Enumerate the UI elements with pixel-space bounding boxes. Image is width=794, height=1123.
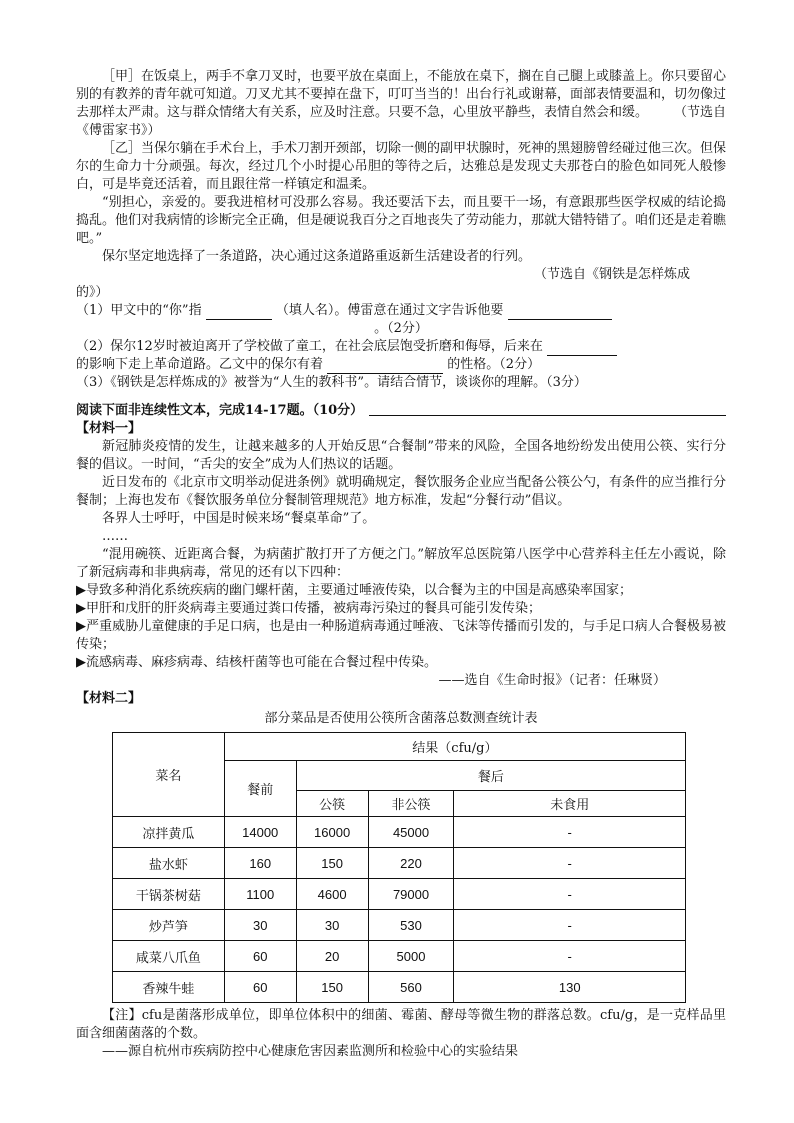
nonpublic-chopsticks-cell: 79000 <box>368 879 454 910</box>
header-uneaten: 未食用 <box>454 791 686 817</box>
before-meal-cell: 60 <box>224 941 296 972</box>
dish-name-cell: 干锅茶树菇 <box>113 879 225 910</box>
bacteria-count-table <box>112 732 686 1003</box>
header-before-meal: 餐前 <box>224 761 296 817</box>
material-1-paragraph-1: 新冠肺炎疫情的发生，让越来越多的人开始反思“合餐制”带来的风险，全国各地纷纷发出使用公筷、实行分餐的倡议。一时间，“舌尖的安全”成为人们热议的话题。 <box>76 439 726 472</box>
passage-yi-paragraph-1: ［乙］当保尔躺在手术台上，手术刀割开颈部，切除一侧的副甲状腺时，死神的黑翅膀曾经碰过他三次。但保尔的生命力十分顽强。每次，经过几个小时提心吊胆的等待之后，达雅总是发现丈夫那苍白的脸色如同死人般惨白，可是毕竟还活着，而且跟往常一样镇定和温柔。 <box>76 141 727 192</box>
public-chopsticks-cell: 16000 <box>296 817 368 848</box>
before-meal-cell: 60 <box>224 972 296 1003</box>
nonpublic-chopsticks-cell: 5000 <box>368 941 454 972</box>
table-row <box>113 941 686 972</box>
uneaten-cell: - <box>454 848 686 879</box>
uneaten-cell: - <box>454 879 686 910</box>
material-1-ellipsis: …… <box>102 529 128 544</box>
material-1-paragraph-3: 各界人士呼吁，中国是时候来场“餐桌革命”了。 <box>102 511 376 526</box>
dish-name-cell: 炒芦笋 <box>113 910 225 941</box>
material-1-source: ——选自《生命时报》（记者：任琳贤） <box>438 673 666 688</box>
heading-rule <box>369 415 726 416</box>
before-meal-cell: 160 <box>224 848 296 879</box>
table-row <box>113 817 686 848</box>
nonpublic-chopsticks-cell: 45000 <box>368 817 454 848</box>
public-chopsticks-cell: 4600 <box>296 879 368 910</box>
passage-yi-source-line2: 的》） <box>76 285 109 300</box>
section-heading: 阅读下面非连续性文本，完成14-17题。（10分） <box>76 403 364 418</box>
before-meal-cell: 14000 <box>224 817 296 848</box>
header-dish: 菜名 <box>113 733 225 817</box>
uneaten-cell: - <box>454 910 686 941</box>
before-meal-cell: 30 <box>224 910 296 941</box>
table-row <box>113 879 686 910</box>
question-1-text-b: （填人名）。傅雷意在通过文字告诉他要 <box>275 303 504 318</box>
material-1-paragraph-2: 近日发布的《北京市文明举动促进条例》就明确规定，餐饮服务企业应当配备公筷公勺，有条件的应当推行分餐制；上海也发布《餐饮服务单位分餐制管理规范》地方标准，发起“分餐行动”倡议。 <box>76 475 727 508</box>
question-2-text-c: 的性格。（2分） <box>447 357 541 372</box>
dish-name-cell: 凉拌黄瓜 <box>113 817 225 848</box>
material-1-label: 【材料一】 <box>76 421 142 436</box>
question-2 <box>76 338 726 356</box>
nonpublic-chopsticks-cell: 530 <box>368 910 454 941</box>
dish-name-cell: 香辣牛蛙 <box>113 972 225 1003</box>
uneaten-cell: 130 <box>454 972 686 1003</box>
question-1 <box>76 302 726 320</box>
question-2-text-b: 的影响下走上革命道路。乙文中的保尔有着 <box>76 357 324 372</box>
public-chopsticks-cell: 150 <box>296 848 368 879</box>
table-row <box>113 972 686 1003</box>
header-public-chopsticks: 公筷 <box>296 791 368 817</box>
question-2-text-a: （2）保尔12岁时被迫离开了学校做了童工，在社会底层饱受折磨和侮辱，后来在 <box>76 339 543 354</box>
question-2-blank-1[interactable] <box>547 341 617 356</box>
uneaten-cell: - <box>454 817 686 848</box>
question-1-blank-2[interactable] <box>508 305 612 320</box>
question-1-text-a: （1）甲文中的“你”指 <box>76 303 202 318</box>
table-row <box>113 848 686 879</box>
public-chopsticks-cell: 30 <box>296 910 368 941</box>
question-2-line2 <box>76 356 726 374</box>
passage-yi-source-line1: （节选自《钢铁是怎样炼成 <box>533 267 690 282</box>
table-row <box>113 910 686 941</box>
dish-name-cell: 咸菜八爪鱼 <box>113 941 225 972</box>
material-1-bullet-3: ▶严重威胁儿童健康的手足口病，也是由一种肠道病毒通过唾液、飞沫等传播而引发的，与手足口病人合餐极易被传染； <box>76 619 726 652</box>
header-result: 结果（cfu/g） <box>224 733 685 761</box>
public-chopsticks-cell: 150 <box>296 972 368 1003</box>
material-1-bullet-4: ▶流感病毒、麻疹病毒、结核杆菌等也可能在合餐过程中传染。 <box>76 655 437 670</box>
passage-yi-paragraph-3: 保尔坚定地选择了一条道路，决心通过这条道路重返新生活建设者的行列。 <box>102 249 532 264</box>
dish-name-cell: 盐水虾 <box>113 848 225 879</box>
question-2-blank-2[interactable] <box>327 359 443 374</box>
passage-jia: ［甲］在饭桌上，两手不拿刀叉时，也要平放在桌面上，不能放在桌下，搁在自己腿上或膝盖上。你只要留心别的有教养的青年就可知道。刀叉尤其不要掉在盘下，叮叮当当的！出台行礼或谢幕，面部表情要温和，切勿像过去那样太严肃。这与群众情绪大有关系，应及时注意。只要不急，心里放平静些，表情自然会和缓。 （节选自《傅雷家书》） <box>76 69 727 138</box>
material-2-label: 【材料二】 <box>76 691 142 706</box>
nonpublic-chopsticks-cell: 220 <box>368 848 454 879</box>
table-note: 【注】cfu是菌落形成单位，即单位体积中的细菌、霉菌、酵母等微生物的群落总数。cfu/g，是一克样品里面含细菌菌落的个数。 <box>76 1008 726 1041</box>
question-3: （3）《钢铁是怎样炼成的》被誉为“人生的教科书”。请结合情节，谈谈你的理解。（3分） <box>76 375 587 390</box>
question-1-blank-1[interactable] <box>206 305 272 320</box>
passage-yi-paragraph-2: “别担心，亲爱的。要我进棺材可没那么容易。我还要活下去，而且要干一场，有意跟那些医学权威的结论捣捣乱。他们对我病情的诊断完全正确，但是硬说我百分之百地丧失了劳动能力，那就大错特错了。咱们还是走着瞧吧。” <box>76 195 727 246</box>
before-meal-cell: 1100 <box>224 879 296 910</box>
nonpublic-chopsticks-cell: 560 <box>368 972 454 1003</box>
uneaten-cell: - <box>454 941 686 972</box>
material-1-bullet-1: ▶导致多种消化系统疾病的幽门螺杆菌，主要通过唾液传染，以合餐为主的中国是高感染率国家； <box>76 583 632 598</box>
table-body <box>113 817 686 1003</box>
table-title: 部分菜品是否使用公筷所含菌落总数测查统计表 <box>264 711 538 726</box>
question-1-points: 。（2分） <box>374 321 428 336</box>
document-page <box>76 68 726 1061</box>
section-heading-row <box>76 402 726 420</box>
header-after-meal: 餐后 <box>296 761 685 791</box>
material-1-bullet-2: ▶甲肝和戊肝的肝炎病毒主要通过粪口传播，被病毒污染过的餐具可能引发传染； <box>76 601 541 616</box>
public-chopsticks-cell: 20 <box>296 941 368 972</box>
header-nonpublic-chopsticks: 非公筷 <box>368 791 454 817</box>
material-1-paragraph-4: “混用碗筷、近距离合餐，为病菌扩散打开了方便之门。”解放军总医院第八医学中心营养科主任左小霞说，除了新冠病毒和非典病毒，常见的还有以下四种： <box>76 547 726 580</box>
table-note-source: ——源自杭州市疾病防控中心健康危害因素监测所和检验中心的实验结果 <box>102 1044 519 1059</box>
